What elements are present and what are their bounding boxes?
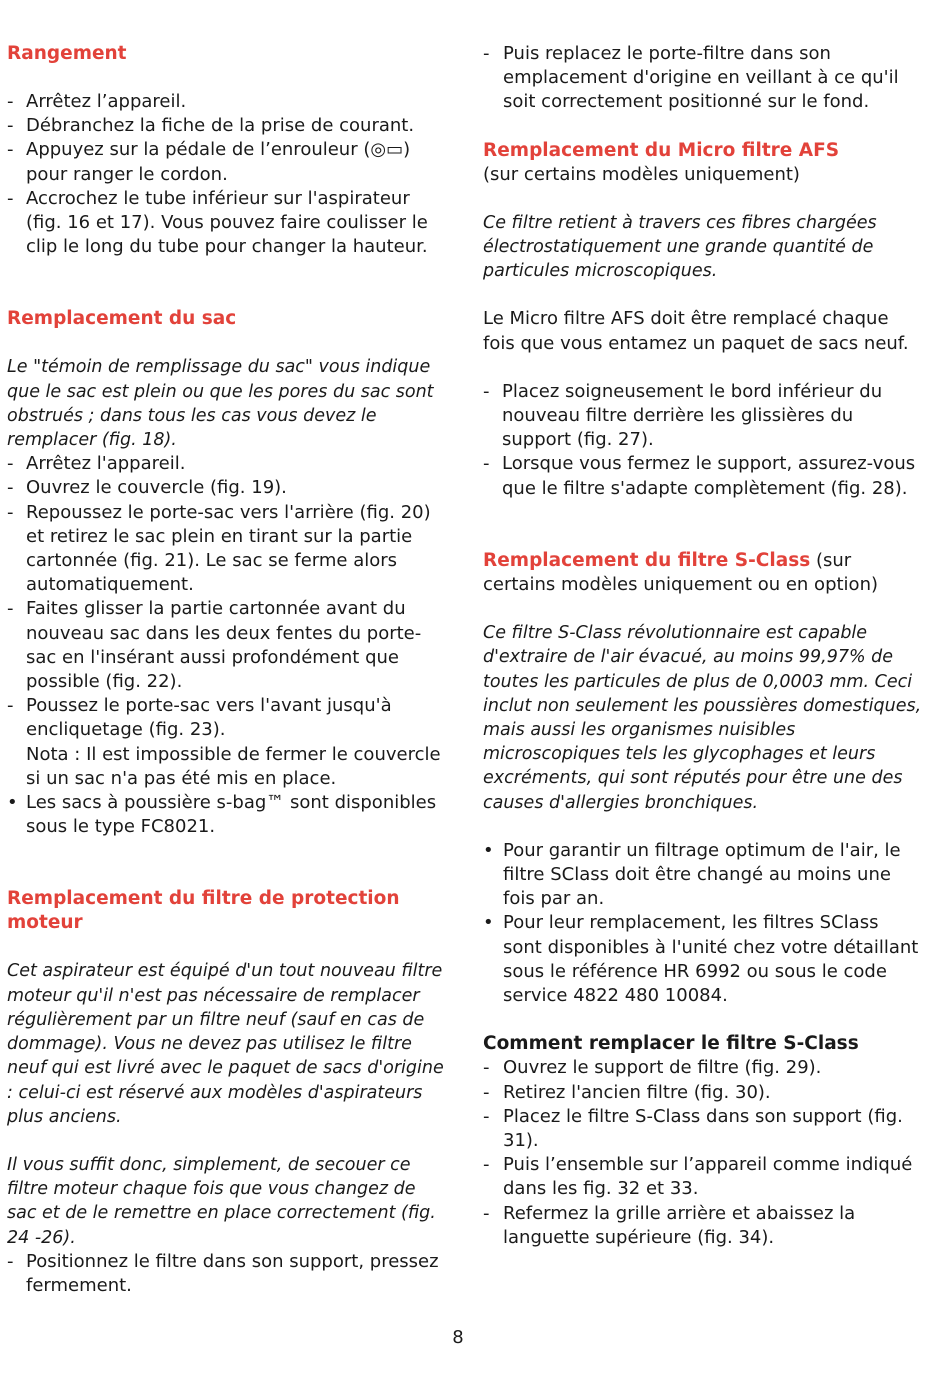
list-item: - Ouvrez le support de filtre (fig. 29). xyxy=(483,1056,923,1080)
list-item-text: Poussez le porte-sac vers l'avant jusqu'à encliquetage (fig. 23). xyxy=(26,695,392,741)
afs-paragraph: Le Micro filtre AFS doit être remplacé chaque fois que vous entamez un paquet de sacs neuf. xyxy=(483,308,909,354)
list-item: - Placez le filtre S-Class dans son support (fig. 31). xyxy=(483,1105,923,1153)
heading-rangement: Rangement xyxy=(7,43,127,64)
list-item: - Puis l’ensemble sur l’appareil comme indiqué dans les fig. 32 et 33. xyxy=(483,1153,923,1201)
list-rangement xyxy=(7,90,447,259)
list-comment xyxy=(483,1056,923,1250)
list-item: - Lorsque vous fermez le support, assurez-vous que le filtre s'adapte complètement (fig. 28). xyxy=(483,452,923,500)
afs-intro: Ce filtre retient à travers ces fibres chargées électrostatiquement une grande quantité de particules microscopiques. xyxy=(483,212,877,282)
list-item: - Faites glisser la partie cartonnée avant du nouveau sac dans les deux fentes du porte-sac en l'insérant aussi profondément que possible (fig. 22). xyxy=(7,597,447,694)
list-afs xyxy=(483,380,923,501)
sclass-heading-line xyxy=(483,549,923,597)
list-item: - Arrêtez l’appareil. xyxy=(7,90,447,114)
list-item: • Pour garantir un filtrage optimum de l'air, le filtre SClass doit être changé au moins une fois par an. xyxy=(483,839,923,912)
list-item: - Débranchez la fiche de la prise de courant. xyxy=(7,114,447,138)
list-item: - Repoussez le porte-sac vers l'arrière (fig. 20) et retirez le sac plein en tirant sur la partie cartonnée (fig. 21). Le sac se ferme alors automatiquement. xyxy=(7,501,447,598)
bullet-list-sclass xyxy=(483,839,923,1008)
moteur-intro-2: Il vous suffit donc, simplement, de secouer ce filtre moteur chaque fois que vous changez de sac et de le remettre en place correctement (fig. 24 -26). xyxy=(7,1154,436,1248)
list-item: - Positionnez le filtre dans son support, pressez fermement. xyxy=(7,1250,447,1298)
list-item: - Accrochez le tube inférieur sur l'aspirateur (fig. 16 et 17). Vous pouvez faire coulisser le clip le long du tube pour changer la hauteur. xyxy=(7,187,447,260)
list-item: • Les sacs à poussière s-bag™ sont disponibles sous le type FC8021. xyxy=(7,791,447,839)
heading-filtre-s-class: Remplacement du filtre S-Class xyxy=(483,549,811,571)
heading-micro-filtre-afs: Remplacement du Micro filtre AFS xyxy=(483,139,840,161)
list-item: - Retirez l'ancien filtre (fig. 30). xyxy=(483,1081,923,1105)
list-sac xyxy=(7,452,447,791)
list-moteur xyxy=(7,1250,447,1298)
bullet-list-sac xyxy=(7,791,447,839)
list-item: - Placez soigneusement le bord inférieur du nouveau filtre derrière les glissières du support (fig. 27). xyxy=(483,380,923,453)
left-column xyxy=(7,42,447,1298)
list-item: - Appuyez sur la pédale de l’enrouleur (◎▭) pour ranger le cordon. xyxy=(7,138,447,186)
list-item xyxy=(7,694,447,791)
sclass-intro: Ce filtre S-Class révolutionnaire est capable d'extraire de l'air évacué, au moins 99,97% de toutes les particules de plus de 0,0003 mm. Ceci inclut non seulement les poussières domestiques, mais aussi les organismes nuisibles microscopiques tels les glycophages et leurs excréments, qui sont réputés pour être une des causes d'allergies bronchiques. xyxy=(483,623,922,813)
sac-intro: Le "témoin de remplissage du sac" vous indique que le sac est plein ou que les pores du sac sont obstrués ; dans tous les cas vous devez le remplacer (fig. 18). xyxy=(7,357,434,451)
sclass-heading-rest: (sur certains modèles uniquement ou en option) xyxy=(483,549,878,596)
moteur-intro: Cet aspirateur est équipé d'un tout nouveau filtre moteur qu'il n'est pas nécessaire de remplacer régulièrement par un filtre neuf (sauf en cas de dommage). Vous ne devez pas utilisez le filtre neuf qui est livré avec le paquet de sacs d'origine : celui-ci est réservé aux modèles d'aspirateurs plus anciens. xyxy=(7,961,444,1127)
heading-filtre-moteur: Remplacement du filtre de protection moteur xyxy=(7,888,400,934)
list-item: • Pour leur remplacement, les filtres SClass sont disponibles à l'unité chez votre détaillant sous le référence HR 6992 ou sous le code service 4822 480 10084. xyxy=(483,911,923,1008)
nota-text: Nota : Il est impossible de fermer le couvercle si un sac n'a pas été mis en place. xyxy=(26,743,441,789)
afs-subtitle: (sur certains modèles uniquement) xyxy=(483,163,800,185)
right-column xyxy=(483,42,923,1250)
list-item: - Refermez la grille arrière et abaissez la languette supérieure (fig. 34). xyxy=(483,1202,923,1250)
heading-remplacement-sac: Remplacement du sac xyxy=(7,308,237,330)
list-item: - Ouvrez le couvercle (fig. 19). xyxy=(7,476,447,500)
list-item: - Puis replacez le porte-filtre dans son emplacement d'origine en veillant à ce qu'il soit correctement positionné sur le fond. xyxy=(483,42,923,115)
list-top-right xyxy=(483,42,923,115)
list-item: - Arrêtez l'appareil. xyxy=(7,452,447,476)
heading-comment-remplacer: Comment remplacer le filtre S-Class xyxy=(483,1033,859,1055)
page-number: 8 xyxy=(452,1327,464,1348)
